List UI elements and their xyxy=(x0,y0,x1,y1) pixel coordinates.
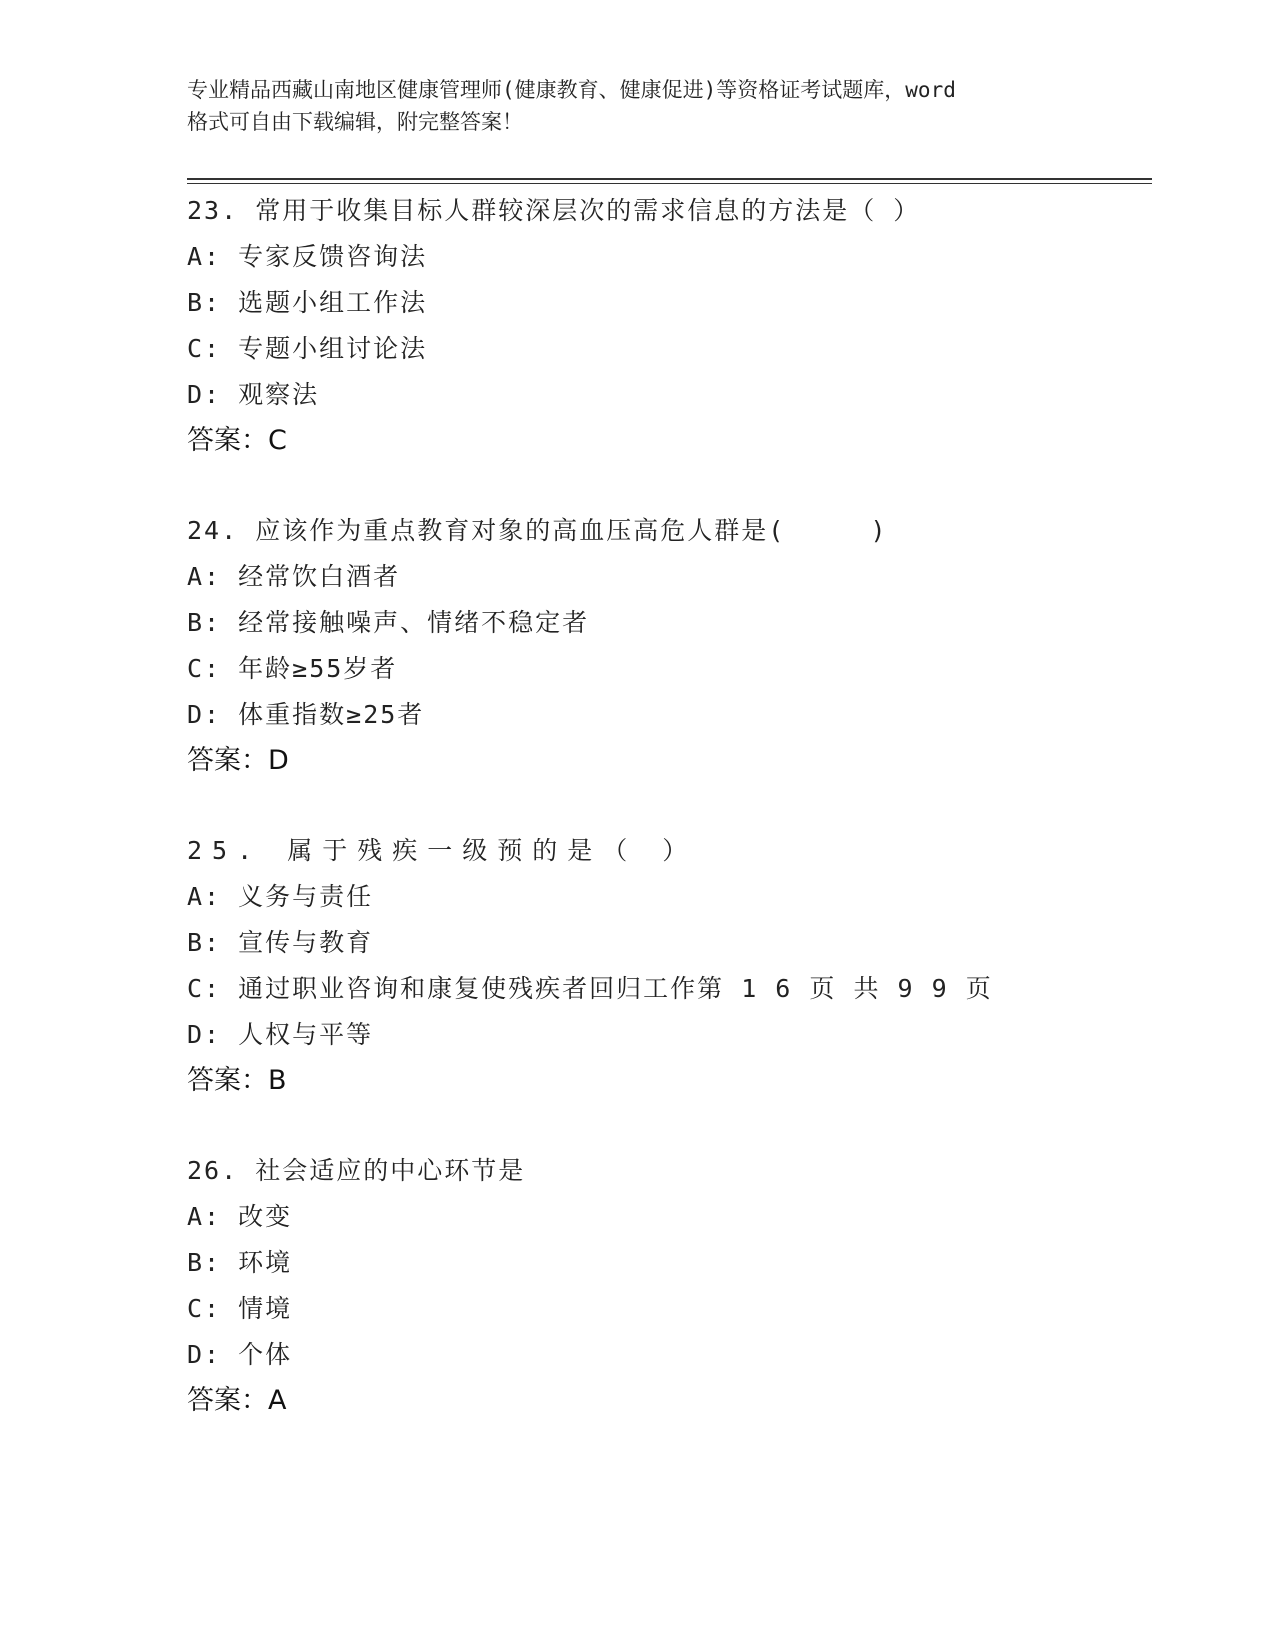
option-c: C: 通过职业咨询和康复使残疾者回归工作第 1 6 页 共 9 9 页 xyxy=(187,974,993,1003)
question-26 xyxy=(187,1148,1087,1424)
document-header xyxy=(187,74,1087,138)
question-stem: 23. 常用于收集目标人群较深层次的需求信息的方法是（ ） xyxy=(187,196,921,225)
header-divider-thin xyxy=(187,183,1152,184)
option-d: D: 个体 xyxy=(187,1340,293,1369)
option-c: C: 情境 xyxy=(187,1294,293,1323)
header-divider-thick xyxy=(187,178,1152,180)
answer: 答案：C xyxy=(187,425,287,456)
option-b: B: 宣传与教育 xyxy=(187,928,374,957)
answer: 答案：A xyxy=(187,1385,287,1416)
option-b: B: 经常接触噪声、情绪不稳定者 xyxy=(187,608,590,637)
option-a: A: 专家反馈咨询法 xyxy=(187,242,428,271)
option-a: A: 义务与责任 xyxy=(187,882,374,911)
header-line-2: 格式可自由下载编辑，附完整答案！ xyxy=(187,110,523,134)
question-stem: 24. 应该作为重点教育对象的高血压高危人群是( ) xyxy=(187,516,888,545)
question-stem: 25. 属于残疾一级预的是（ ） xyxy=(187,836,698,865)
option-c: C: 年龄≥55岁者 xyxy=(187,654,398,683)
answer: 答案：B xyxy=(187,1065,287,1096)
answer: 答案：D xyxy=(187,745,289,776)
option-a: A: 经常饮白酒者 xyxy=(187,562,401,591)
question-23 xyxy=(187,188,1087,464)
option-c: C: 专题小组讨论法 xyxy=(187,334,428,363)
option-d: D: 观察法 xyxy=(187,380,320,409)
question-24 xyxy=(187,508,1087,784)
option-a: A: 改变 xyxy=(187,1202,293,1231)
option-d: D: 体重指数≥25者 xyxy=(187,700,425,729)
option-b: B: 选题小组工作法 xyxy=(187,288,428,317)
option-d: D: 人权与平等 xyxy=(187,1020,374,1049)
header-line-1: 专业精品西藏山南地区健康管理师(健康教育、健康促进)等资格证考试题库，word xyxy=(187,78,956,102)
question-25 xyxy=(187,828,1087,1104)
question-stem: 26. 社会适应的中心环节是 xyxy=(187,1156,526,1185)
option-b: B: 环境 xyxy=(187,1248,293,1277)
